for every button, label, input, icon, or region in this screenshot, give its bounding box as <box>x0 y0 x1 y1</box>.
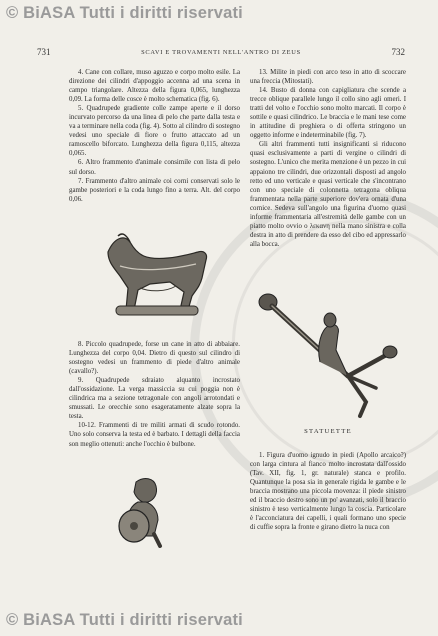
bronze-animal-figure <box>80 226 240 338</box>
page-header <box>37 47 405 61</box>
warrior-bust-figure <box>112 476 178 548</box>
copyright-watermark-top: © BiASA Tutti i diritti riservati <box>6 4 243 22</box>
right-column-top <box>250 68 406 249</box>
section-title-statuette: STATUETTE <box>304 428 352 435</box>
left-column-bottom <box>69 340 240 449</box>
paragraph: 10-12. Frammenti di tre militi armati di scudo rotondo. Uno solo conserva la testa ed è barbato. I dettagli della faccia son meglio ottenuti: anche l'occhio è bulbone. <box>69 422 240 448</box>
page-number-left: 731 <box>37 47 51 57</box>
paragraph: 8. Piccolo quadrupede, forse un cane in atto di abbaiare. Lunghezza del corpo 0,04. Dietro di questo sul cilindro di sostegno vedesi un frammento di piede d'altro animale (cavallo?). <box>69 341 240 376</box>
copyright-watermark-bottom: © BiASA Tutti i diritti riservati <box>6 611 243 629</box>
paragraph: 13. Milite in piedi con arco teso in atto di scoccare una freccia (Mitostati). <box>250 69 406 86</box>
left-column-top <box>69 68 240 204</box>
paragraph: 5. Quadrupede gradiente colle zampe aperte e il dorso incurvato percorso da una linea di pelo che parte dalla testa e va a terminare nella coda (fig. 4). Sotto al cilindro di sostegno vedesi uno speciale di fiore o frutto attaccato ad un ramoscello biforcato. Lunghezza della figura 0,115, altezza 0,065. <box>69 105 240 158</box>
paragraph: 6. Altro frammento d'animale consimile con lista di pelo sul dorso. <box>69 159 240 176</box>
paragraph: 1. Figura d'uomo ignudo in piedi (Apollo arcaico?) con larga cintura al fianco molto incrostata dall'ossido (Tav. XII, fig. 1, gr. naturale) stanca e profilo. Quantunque la posa sia in generale rigida le gambe e le braccia mostrano una piccola movenza: il piede sinistro ed il braccio destro sono un po' avanzati, solo il braccio sinistro è teso verticalmente lungo la coscia. Particolare è l'acconciatura dei capelli, i quali formano uno specie di cuffie sopra la fronte e girano dietro la nuca con <box>250 452 406 532</box>
paragraph: Gli altri frammenti tutti insignificanti si riducono quasi esclusivamente a parti di vergine o cilindri di sostegno. L'unico che merita menzione è un pezzo in cui appaiono tre cilindri, due orizzontali disposti ad angolo retto ed uno verticale e quasi verticale che s'incontrano con uno speciale di colonnetta tetragona obliqua frammentata nella parte superiore dov'era ornata d'una cornice. Sedeva sull'angolo una figurina d'uomo quasi informe frammentaria all'estremità delle gambe con un piatto molto ovvio o λεκανη nella mano sinistra e colla destra in atto di prendere da esso del cibo ed appressarlo alla bocca. <box>250 141 406 248</box>
page-number-right: 732 <box>391 47 405 57</box>
bronze-statuette-figure <box>256 290 406 425</box>
paragraph: 7. Frammento d'altro animale coi corni conservati solo le gambe posteriori e la coda lungo fino a terra. Alt. del corpo 0,06. <box>69 177 240 203</box>
running-title: SCAVI E TROVAMENTI NELL'ANTRO DI ZEUS <box>141 49 301 56</box>
paragraph: 9. Quadrupede sdraiato alquanto incrostato dall'ossidazione. La verga massiccia su cui poggia non è cilindrica ma a sezione tetragonale con angoli arrotondati e smussati. Le orecchie sono esageratamente alzate sopra la testa. <box>69 377 240 421</box>
paragraph: 14. Busto di donna con capigliatura che scende a trecce oblique parallele lungo il collo sino agli omeri. I tratti del volto e l'occhio sono molto marcati. Il corpo è sottile e quasi cilindrico. Le braccia e le mani tese come in attitudine di preghiera o di offerta stringono un oggetto informe e indeterminabile (fig. 7). <box>250 87 406 140</box>
right-column-bottom <box>250 451 406 532</box>
paragraph: 4. Cane con collare, muso aguzzo e corpo molto esile. La direzione dei cilindri d'appoggio accenna ad una scena in campo triangolare. Altezza della figura 0,065, lunghezza 0,09. La forma delle cosce è molto schematica (fig. 6). <box>69 69 240 104</box>
